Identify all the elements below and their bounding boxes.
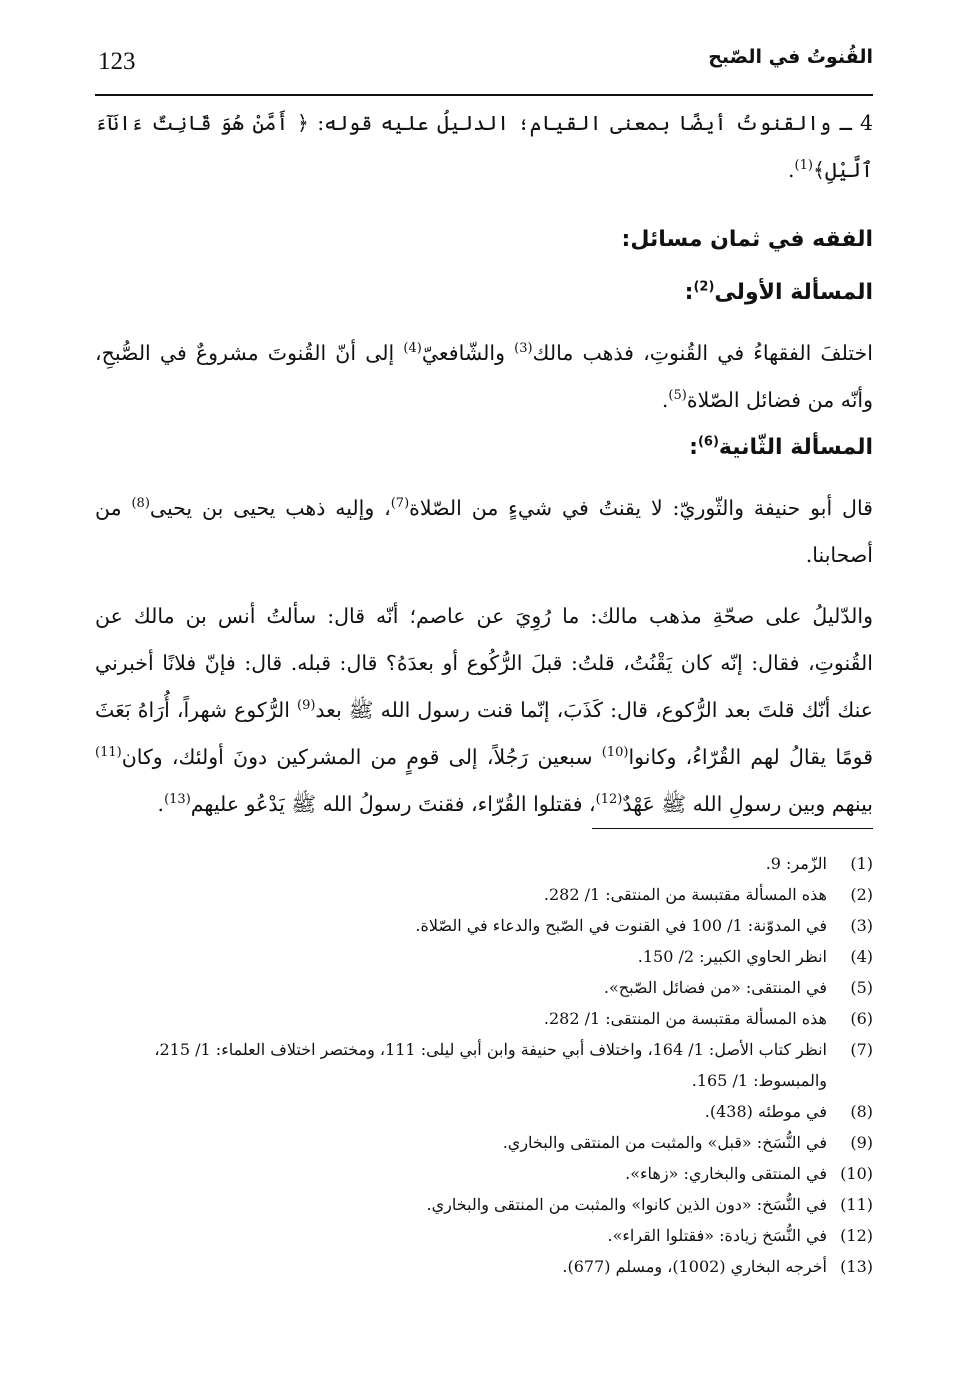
footnote-item [95, 1003, 873, 1034]
footnote-text: الزّمر: 9. [765, 854, 827, 873]
footnote-text: في المنتقى والبخاري: «زهاء». [625, 1164, 827, 1183]
footnote-number: (9) [850, 1133, 873, 1152]
footnote-number: (5) [850, 978, 873, 997]
footnote-text: في النُّسَخ: «قبل» والمثبت من المنتقى والبخاري. [502, 1133, 827, 1152]
footnote-number: (3) [850, 916, 873, 935]
footnote-ref: (2) [693, 279, 715, 295]
main-text [95, 100, 873, 828]
page-header [95, 44, 873, 96]
footnote-ref: (3) [514, 341, 533, 357]
footnote-ref: (8) [131, 496, 150, 512]
footnote-number: (11) [840, 1195, 873, 1214]
question-1-paragraph: اختلفَ الفقهاءُ في القُنوتِ، فذهب مالك$^{(3)}$ والشّافعيّ$^{(4)}$ إلى أنّ القُنوتَ مشروعٌ في الصُّبحِ، وأنّه من فضائل الصّلاة$^{(5)}$. [95, 341, 873, 412]
footnote-number: (6) [850, 1009, 873, 1028]
footnote-ref: (9) [296, 698, 316, 714]
footnote-item [95, 972, 873, 1003]
footnote-ref: (13) [164, 792, 191, 808]
footnote-number: (13) [840, 1257, 873, 1276]
running-title: القُنوتُ في الصّبح [708, 46, 873, 68]
footnote-text: في النُّسَخ زيادة: «فقتلوا القراء». [607, 1226, 827, 1245]
question-2-paragraph: قال أبو حنيفة والثّوريّ: لا يقنتُ في شيءٍ من الصّلاة$^{(7)}$، وإليه ذهب يحيى بن يحيى$^{(8)}$ من أصحابنا. [95, 496, 873, 567]
question-1-title: المسألة الأولى$^{(2)}$: [684, 279, 873, 305]
footnote-text: في المنتقى: «من فضائل الصّبح». [603, 978, 827, 997]
footnote-ref: (4) [403, 341, 422, 357]
footnote-ref: (6) [697, 434, 719, 450]
footnote-ref: (11) [95, 745, 122, 761]
footnote-item [95, 1158, 873, 1189]
footnote-number: (7) [850, 1040, 873, 1059]
footnotes-list [95, 848, 873, 1282]
footnote-item [95, 848, 873, 879]
footnote-divider [592, 828, 873, 829]
footnote-ref: (12) [595, 792, 623, 808]
footnote-text: أخرجه البخاري (1002)، ومسلم (677). [562, 1257, 827, 1276]
footnote-text: في موطئه (438). [704, 1102, 827, 1121]
footnote-item [95, 1127, 873, 1158]
footnote-item [95, 1096, 873, 1127]
question-2-title: المسألة الثّانية$^{(6)}$: [689, 434, 873, 460]
footnote-ref: (5) [668, 388, 687, 404]
footnote-item [95, 1220, 873, 1251]
footnote-number: (1) [850, 854, 873, 873]
section-heading: الفقه في ثمان مسائل: [621, 227, 873, 252]
footnote-text: في النُّسَخ: «دون الذين كانوا» والمثبت من المنتقى والبخاري. [426, 1195, 827, 1214]
footnote-item [95, 1034, 873, 1096]
footnote-number: (10) [840, 1164, 873, 1183]
footnote-item [95, 879, 873, 910]
page-number: 123 [98, 48, 136, 75]
evidence-paragraph: والدّليلُ على صحّةِ مذهب مالك: ما رُوِيَ عن عاصم؛ أنّه قال: سألتُ أنس بن مالك عن القُنوتِ، فقال: إنّه كان يَقْنُتُ، قلتُ: قبلَ الرُّكُوع أو بعدَهُ؟ قال: قبله. قال: فإنّ فلانًا أخبرني عنك أنّك قلتَ بعد الرُّكوع، قال: كَذَبَ، إنّما قنت رسول الله ﷺ بعد$^{(9)}$ الرُّكوع شهراً، أُرَاهُ بَعَثَ قومًا يقالُ لهم القُرّاءُ، وكانوا$^{(10)}$ سبعين رَجُلاً، إلى قومٍ من المشركين دونَ أولئك، وكان$^{(11)}$ بينهم وبين رسولِ الله ﷺ عَهْدٌ$^{(12)}$، فقتلوا القُرّاء، فقنتَ رسولُ الله ﷺ يَدْعُو عليهم$^{(13)}$. [95, 604, 874, 816]
paragraph-qunut-meaning: 4 ـ والقنوتُ أيضًا بمعنى القيام؛ الدليلُ عليه قوله: ﴿ أَمَّنْ هُوَ قَانِتٌ ءَانَآءَ ٱلَّيْلِ﴾$^{(1)}$. [95, 111, 873, 182]
footnote-number: (4) [850, 947, 873, 966]
footnote-text: هذه المسألة مقتبسة من المنتقى: 1/ 282. [543, 1009, 827, 1028]
footnote-ref: (1) [794, 158, 813, 174]
footnote-number: (2) [850, 885, 873, 904]
footnote-item [95, 941, 873, 972]
footnote-item [95, 910, 873, 941]
footnote-item [95, 1189, 873, 1220]
footnote-text: انظر كتاب الأصل: 1/ 164، واختلاف أبي حنيفة وابن أبي ليلى: 111، ومختصر اختلاف العلماء: 1/ 215، والمبسوط: 1/ 165. [154, 1040, 827, 1090]
footnote-number: (8) [850, 1102, 873, 1121]
footnote-number: (12) [840, 1226, 873, 1245]
footnote-text: هذه المسألة مقتبسة من المنتقى: 1/ 282. [543, 885, 827, 904]
footnote-text: انظر الحاوي الكبير: 2/ 150. [637, 947, 827, 966]
footnote-item [95, 1251, 873, 1282]
footnote-ref: (10) [601, 745, 629, 761]
footnote-text: في المدوّنة: 1/ 100 في القنوت في الصّبح والدعاء في الصّلاة. [415, 916, 827, 935]
footnote-ref: (7) [390, 496, 410, 512]
